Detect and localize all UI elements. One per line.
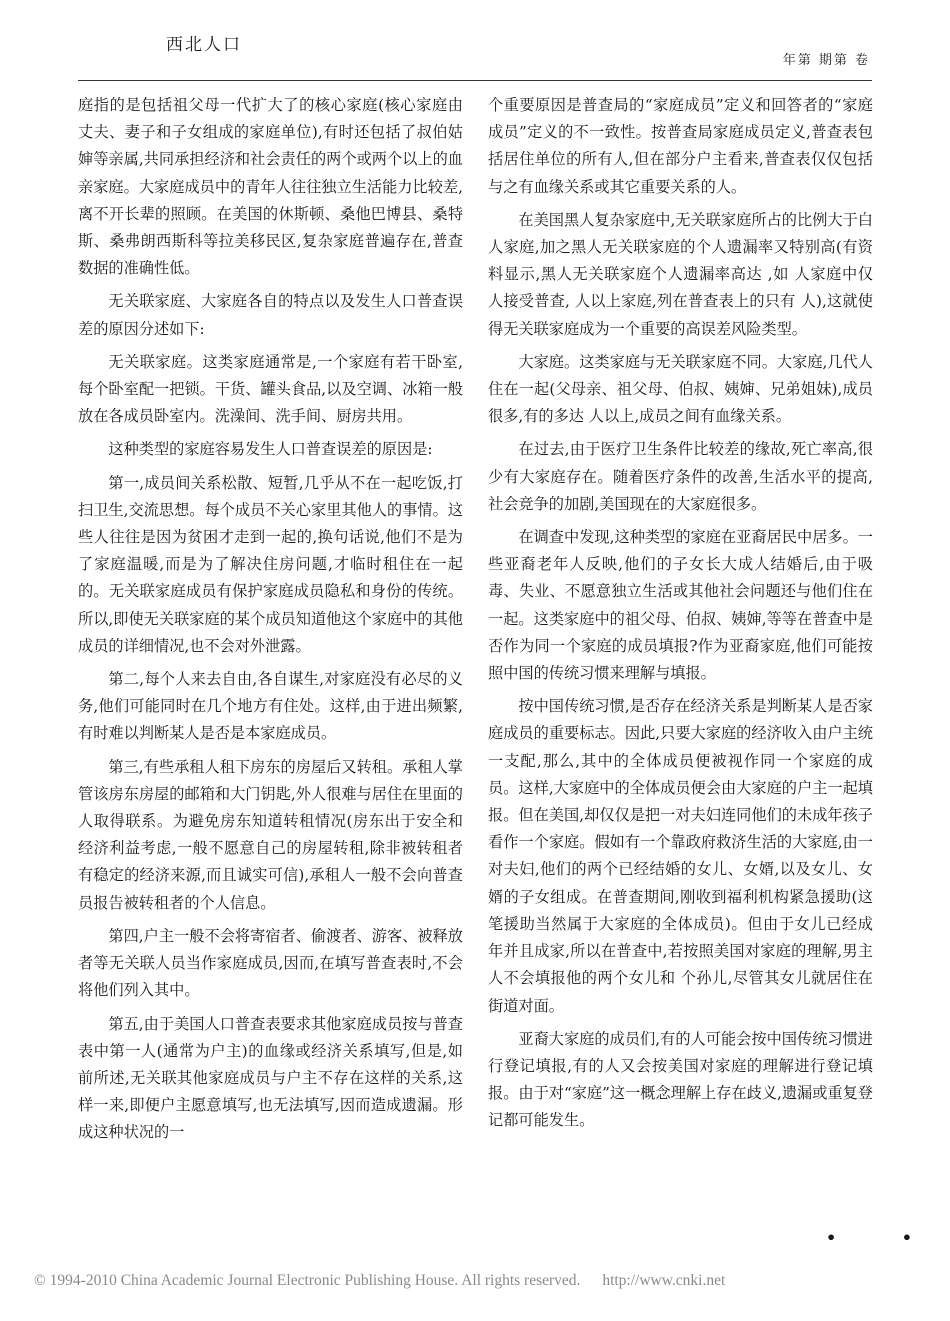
footer — [34, 1272, 725, 1290]
issue-info: 年第 期第 卷 — [782, 53, 870, 68]
header-rule — [78, 80, 872, 81]
left-paragraph-5: 第一,成员间关系松散、短暂,几乎从不在一起吃饭,打扫卫生,交流思想。每个成员不关心家里其他人的事情。这些人往往是因为贫困才走到一起的,换句话说,他们不是为了家庭温暖,而是为了解决住房问题,才临时租住在一起的。无关联家庭成员有保护家庭成员隐私和身份的传统。所以,即使无关联家庭的某个成员知道他这个家庭中的其他成员的详细情况,也不会对外泄露。 — [78, 473, 463, 655]
left-paragraph-4: 这种类型的家庭容易发生人口普查误差的原因是: — [108, 440, 433, 459]
journal-name: 西北人口 — [166, 35, 242, 55]
right-paragraph-1: 个重要原因是普查局的“家庭成员”定义和回答者的“家庭成员”定义的不一致性。按普查局家庭成员定义,普查表包括居住单位的所有人,但在部分户主看来,普查表仅仅包括与之有血缘关系或其它重要关系的人。 — [488, 96, 873, 196]
left-column — [78, 92, 463, 1153]
left-paragraph-9: 第五,由于美国人口普查表要求其他家庭成员按与普查表中第一人(通常为户主)的血缘或经济关系填写,但是,如前所述,无关联其他家庭成员与户主不存在这样的关系,这样一来,即便户主愿意填写,也无法填写,因而造成遗漏。形成这种状况的一 — [78, 1014, 463, 1142]
left-paragraph-7: 第三,有些承租人租下房东的房屋后又转租。承租人掌管该房东房屋的邮箱和大门钥匙,外人很难与居住在里面的人取得联系。为避免房东知道转租情况(房东出于安全和经济利益考虑,一般不愿意自己的房屋转租,除非被转租者有稳定的经济来源,而且诚实可信),承租人一般不会向普查员报告被转租者的个人信息。 — [78, 757, 463, 912]
left-paragraph-8: 第四,户主一般不会将寄宿者、偷渡者、游客、被释放者等无关联人员当作家庭成员,因而,在填写普查表时,不会将他们列入其中。 — [78, 926, 463, 1000]
left-paragraph-2: 无关联家庭、大家庭各自的特点以及发生人口普查误差的原因分述如下: — [78, 292, 463, 338]
right-paragraph-4: 在过去,由于医疗卫生条件比较差的缘故,死亡率高,很少有大家庭存在。随着医疗条件的改善,生活水平的提高,社会竞争的加剧,美国现在的大家庭很多。 — [488, 440, 873, 513]
right-paragraph-5: 在调查中发现,这种类型的家庭在亚裔居民中居多。一些亚裔老年人反映,他们的子女长大成人结婚后,由于吸毒、失业、不愿意独立生活或其他社会问题还与他们住在一起。这类家庭中的祖父母、伯叔、姨婶,等等在普查中是否作为同一个家庭的成员填报?作为亚裔家庭,他们可能按照中国的传统习惯来理解与填报。 — [488, 528, 873, 683]
left-paragraph-3: 无关联家庭。这类家庭通常是,一个家庭有若干卧室,每个卧室配一把锁。干货、罐头食品,以及空调、冰箱一般放在各成员卧室内。洗澡间、洗手间、厨房共用。 — [78, 352, 463, 426]
right-paragraph-3: 大家庭。这类家庭与无关联家庭不同。大家庭,几代人住在一起(父母亲、祖父母、伯叔、姨婶、兄弟姐妹),成员很多,有的多达 人以上,成员之间有血缘关系。 — [488, 352, 873, 426]
right-column — [488, 92, 873, 1141]
page-marker: • • — [826, 1228, 943, 1247]
right-paragraph-2: 在美国黑人复杂家庭中,无关联家庭所占的比例大于白人家庭,加之黑人无关联家庭的个人遗漏率又特别高(有资料显示,黑人无关联家庭个人遗漏率高达 ,如 人家庭中仅 人接受普查, 人以上家庭,列在普查表上的只有 人),这就使得无关联家庭成为一个重要的高误差风险类型。 — [488, 210, 873, 338]
footer-url: http://www.cnki.net — [602, 1272, 726, 1289]
left-paragraph-6: 第二,每个人来去自由,各自谋生,对家庭没有必尽的义务,他们可能同时在几个地方有住处。这样,由于进出频繁,有时难以判断某人是否是本家庭成员。 — [78, 670, 463, 743]
copyright-text: © 1994-2010 China Academic Journal Electronic Publishing House. All rights reserved. — [34, 1272, 581, 1289]
right-paragraph-7: 亚裔大家庭的成员们,有的人可能会按中国传统习惯进行登记填报,有的人又会按美国对家庭的理解进行登记填报。由于对“家庭”这一概念理解上存在歧义,遗漏或重复登记都可能发生。 — [488, 1029, 873, 1130]
left-paragraph-1: 庭指的是包括祖父母一代扩大了的核心家庭(核心家庭由丈夫、妻子和子女组成的家庭单位),有时还包括了叔伯姑婶等亲属,共同承担经济和社会责任的两个或两个以上的血亲家庭。大家庭成员中的青年人往往独立生活能力比较差,离不开长辈的照顾。在美国的休斯顿、桑他巴博县、桑特斯、桑弗朗西斯科等拉美移民区,复杂家庭普遍存在,普查数据的准确性低。 — [78, 96, 463, 278]
right-paragraph-6: 按中国传统习惯,是否存在经济关系是判断某人是否家庭成员的重要标志。因此,只要大家庭的经济收入由户主统一支配,那么,其中的全体成员便被视作同一个家庭的成员。这样,大家庭中的全体成员便会由大家庭的户主一起填报。但在美国,却仅仅是把一对夫妇连同他们的未成年孩子看作一个家庭。假如有一个靠政府救济生活的大家庭,由一对夫妇,他们的两个已经结婚的女儿、女婿,以及女儿、女婿的子女组成。在普查期间,刚收到福利机构紧急援助(这笔援助当然属于大家庭的全体成员)。但由于女儿已经成年并且成家,所以在普查中,若按照美国对家庭的理解,男主人不会填报他的两个女儿和 个孙儿,尽管其女儿就居住在街道对面。 — [488, 697, 873, 1015]
